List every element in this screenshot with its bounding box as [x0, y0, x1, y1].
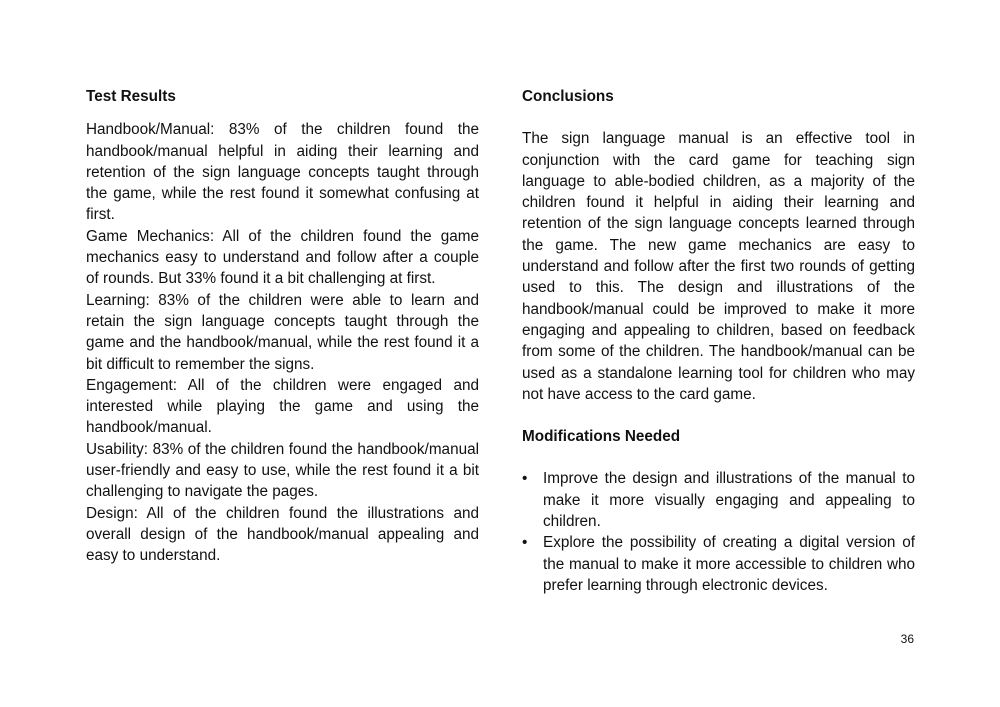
- list-item: [522, 532, 915, 596]
- list-item-text: Explore the possibility of creating a digital version of the manual to make it more accessible to children who prefer learning through electronic devices.: [543, 534, 915, 594]
- modifications-heading: Modifications Needed: [522, 428, 681, 446]
- result-usability: Usability: 83% of the children found the handbook/manual user-friendly and easy to use, while the rest found it a bit challenging to navigate the pages.: [86, 440, 479, 501]
- result-design: Design: All of the children found the illustrations and overall design of the handbook/manual appealing and easy to understand.: [86, 504, 479, 565]
- bullet-icon: •: [522, 534, 528, 552]
- test-results-heading: Test Results: [86, 88, 176, 105]
- conclusions-heading: Conclusions: [522, 88, 614, 105]
- page-number: 36: [900, 632, 914, 646]
- conclusions-column: [522, 86, 915, 596]
- result-handbook-manual: Handbook/Manual: 83% of the children found the handbook/manual helpful in aiding their learning and retention of the sign language concepts taught through the game, while the rest found it somewhat confusing at first.: [86, 121, 479, 224]
- test-results-body: [86, 119, 479, 566]
- modifications-list: [522, 468, 915, 596]
- list-item-text: Improve the design and illustrations of the manual to make it more visually engaging and appealing to children.: [543, 470, 915, 531]
- test-results-column: [86, 86, 479, 567]
- bullet-icon: •: [522, 470, 528, 488]
- list-item: [522, 468, 915, 532]
- conclusions-paragraph: The sign language manual is an effective tool in conjunction with the card game for teaching sign language to able-bodied children, as a majority of the children found it helpful in aiding their learning and retention of the sign language concepts learned through the game. The new game mechanics are easy to understand and follow after the first two rounds of getting used to this. The design and illustrations of the handbook/manual could be improved to make it more engaging and appealing to children, based on feedback from some of the children. The handbook/manual can be used as a standalone learning tool for children who may not have access to the card game.: [522, 130, 915, 403]
- result-game-mechanics: Game Mechanics: All of the children found the game mechanics easy to understand and follow after a couple of rounds. But 33% found it a bit challenging at first.: [86, 227, 479, 288]
- result-learning: Learning: 83% of the children were able to learn and retain the sign language concepts taught through the game and the handbook/manual, while the rest found it a bit difficult to remember the signs.: [86, 291, 479, 373]
- result-engagement: Engagement: All of the children were engaged and interested while playing the game and using the handbook/manual.: [86, 376, 479, 437]
